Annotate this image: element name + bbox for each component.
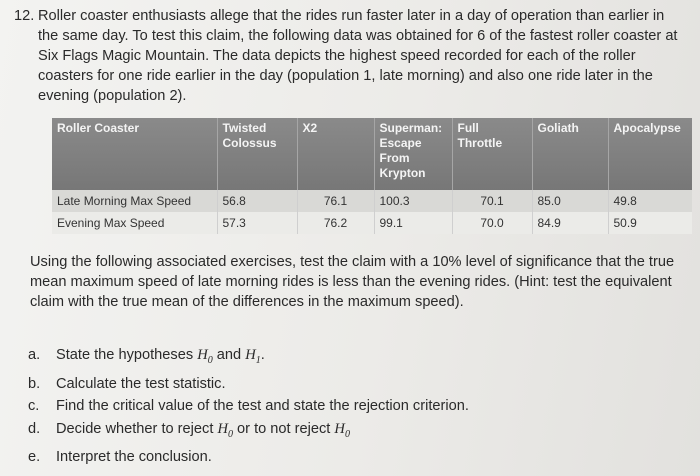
conjunction: and — [216, 347, 242, 363]
row-label: Late Morning Max Speed — [52, 190, 217, 212]
item-text: Find the critical value of the test and state the rejection criterion. — [56, 398, 469, 415]
table-cell: 100.3 — [374, 190, 452, 212]
h0-symbol — [197, 347, 213, 366]
table-cell: 49.8 — [608, 190, 692, 212]
list-item — [28, 418, 668, 447]
speed-table — [52, 118, 692, 246]
item-text-main: State the hypotheses — [56, 347, 194, 363]
h-subscript: 0 — [344, 428, 350, 440]
table-cell: 50.9 — [608, 212, 692, 234]
problem-statement — [14, 6, 686, 106]
list-item — [28, 344, 668, 373]
table-header-row — [52, 118, 692, 190]
table-row — [52, 212, 692, 234]
item-text — [56, 418, 350, 447]
item-letter: c. — [28, 398, 40, 415]
table-header: Superman: Escape From Krypton — [374, 118, 452, 190]
table-cell: 57.3 — [217, 212, 297, 234]
table-cell: 76.2 — [297, 212, 374, 234]
table-cell: 70.0 — [452, 212, 532, 234]
table-cell: 70.1 — [452, 190, 532, 212]
table-header: Full Throttle — [452, 118, 532, 190]
item-letter: a. — [28, 347, 41, 363]
instruction-paragraph: Using the following associated exercises, test the claim with a 10% level of significance that the true mean maximum speed of late morning rides is less than the evening rides. (Hint: test the equivalent claim with the true mean of the differences in the maximum speed). — [30, 254, 675, 310]
table-row — [52, 190, 692, 212]
table-cell: 84.9 — [532, 212, 608, 234]
h-letter: H — [217, 420, 228, 437]
h-subscript: 1 — [255, 354, 261, 366]
table-header: Twisted Colossus — [217, 118, 297, 190]
h-subscript: 0 — [207, 354, 213, 366]
period: . — [260, 347, 265, 363]
h-subscript: 0 — [227, 428, 233, 440]
h0-symbol — [334, 420, 350, 440]
problem-number: 12. — [14, 8, 35, 24]
item-text-main: Decide whether to reject — [56, 420, 214, 437]
table-header: Roller Coaster — [52, 118, 217, 190]
table-header: X2 — [297, 118, 374, 190]
table-cell: 76.1 — [297, 190, 374, 212]
table-cell: 56.8 — [217, 190, 297, 212]
h-letter: H — [245, 347, 256, 363]
table-header: Apocalypse — [608, 118, 692, 190]
h0-symbol — [217, 420, 233, 440]
table-cell: 99.1 — [374, 212, 452, 234]
exercise-list — [28, 344, 668, 469]
h-letter: H — [334, 420, 345, 437]
h-letter: H — [197, 347, 208, 363]
item-letter: d. — [28, 420, 41, 437]
item-letter: b. — [28, 375, 41, 392]
table-cell: 85.0 — [532, 190, 608, 212]
list-item — [28, 446, 668, 469]
item-letter: e. — [28, 449, 41, 466]
item-text: Interpret the conclusion. — [56, 449, 212, 466]
row-label: Evening Max Speed — [52, 212, 217, 234]
table-header: Goliath — [532, 118, 608, 190]
item-text-mid: or to not reject — [237, 420, 331, 437]
h1-symbol — [245, 347, 261, 366]
list-item — [28, 395, 668, 418]
problem-text: Roller coaster enthusiasts allege that the rides run faster later in a day of operation than earlier in the same day. To test this claim, the following data was obtained for 6 of the fastest roller coaster at Six Flags Magic Mountain. The data depicts the highest speed recorded for each of the roller coasters for one ride earlier in the day (population 1, late morning) and also one ride later in the evening (population 2). — [38, 8, 678, 104]
item-text: Calculate the test statistic. — [56, 375, 226, 392]
list-item — [28, 373, 668, 396]
item-text — [56, 344, 265, 373]
